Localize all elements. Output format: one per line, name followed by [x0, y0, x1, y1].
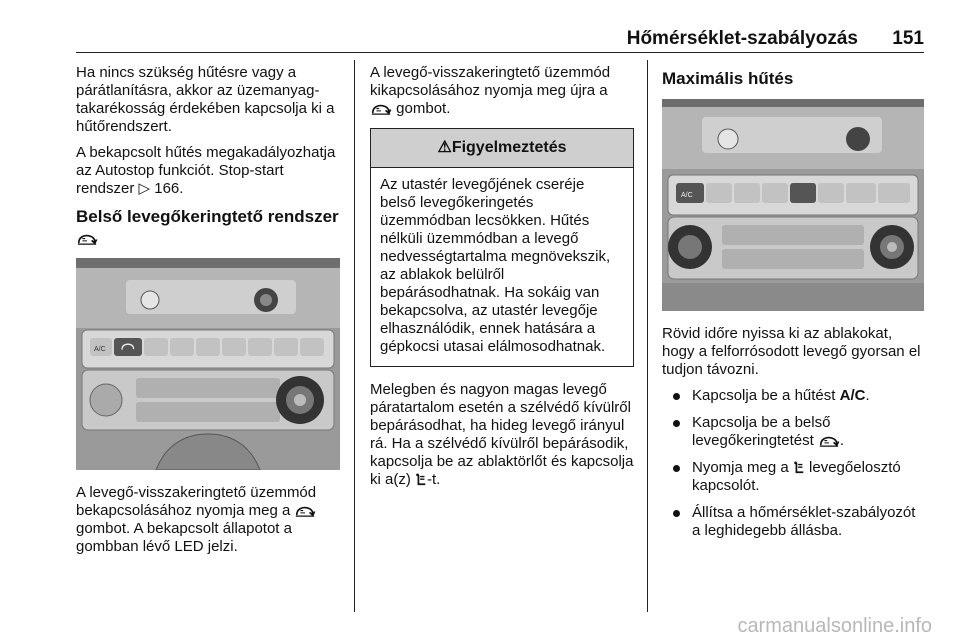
column-3 — [662, 64, 924, 549]
recirculation-icon — [370, 103, 392, 116]
warning-icon: ⚠ — [437, 139, 452, 156]
recirculation-section-title: Belső levegőkeringtető rendszer — [76, 206, 340, 248]
page-number: 151 — [892, 28, 924, 49]
recirculation-icon — [76, 233, 98, 246]
warning-text: Az utastér levegőjének cseréje belső levegőkeringetés üzemmódban lecsökken. Hűtés nélküli üzemmódban a levegő nedvességtartalma megnövekszik, az ablakok belülről bepárásodhatnak. Ha sokáig van bekapcsolva, az utastér levegője elhasználódik, ennek hatására a gépkocsi utasai elálmosodhatnak. — [380, 176, 611, 355]
intro-paragraph: Ha nincs szükség hűtésre vagy a párátlanításra, akkor az üzemanyag-takarékosság érdekében kapcsolja ki a hűtőrendszert. — [76, 64, 335, 135]
open-windows-paragraph: Rövid időre nyissa ki az ablakokat, hogy a felforrósodott levegő gyorsan el tudjon távozni. — [662, 325, 921, 378]
recirculation-icon — [818, 435, 840, 448]
watermark: carmanualsonline.info — [737, 615, 932, 637]
seat-air-icon — [415, 473, 427, 487]
list-item: Kapcsolja be a belső levegőkeringtetést . — [662, 414, 924, 450]
list-item: Kapcsolja be a hűtést A/C. — [662, 387, 924, 405]
arrow-ref-icon: ▷ — [138, 180, 155, 197]
photo-caption: A levegő-visszakeringtető üzemmód bekapcsolásához nyomja meg a gombot. A bekapcsolt állapotot a gombban lévő LED jelzi. — [76, 484, 317, 555]
list-item: Állítsa a hőmérséklet-szabályozót a leghidegebb állásba. — [662, 504, 924, 540]
list-item: Nyomja meg a levegőelosztó kapcsolót. — [662, 459, 924, 495]
column-divider-1 — [354, 60, 355, 612]
page-title: Hőmérséklet-szabályozás — [626, 28, 858, 49]
recirculation-icon — [294, 505, 316, 518]
max-cooling-console-photo — [662, 99, 924, 311]
photo-ac-label: A/C — [681, 192, 693, 199]
fogging-paragraph: Melegben és nagyon magas levegő páratartalom esetén a szélvédő kívülről bepárásodhat, ha hideg levegő irányul rá. Ha a szélvédő kívülről bepárásodik, kapcsolja be az ablaktörlőt és kapcsolja ki a(z) -t. — [370, 381, 634, 488]
warning-box — [370, 128, 634, 367]
page-ref-link[interactable]: 166. — [154, 180, 184, 197]
page-header — [76, 24, 924, 53]
warning-title: Figyelmeztetés — [451, 139, 567, 156]
seat-air-icon — [793, 461, 805, 475]
column-divider-2 — [647, 60, 648, 612]
recirculation-console-photo — [76, 258, 340, 470]
steps-list — [662, 387, 924, 540]
warning-header — [371, 129, 633, 168]
column-1 — [76, 64, 340, 564]
max-cooling-title: Maximális hűtés — [662, 69, 794, 88]
photo-ac-label: A/C — [94, 346, 106, 353]
column-2 — [370, 64, 634, 497]
recirc-off-paragraph: A levegő-visszakeringtető üzemmód kikapcsolásához nyomja meg újra a gombot. — [370, 64, 611, 117]
autostop-paragraph: A bekapcsolt hűtés megakadályozhatja az Autostop funkciót. Stop-start rendszer ▷ 166. — [76, 144, 336, 197]
